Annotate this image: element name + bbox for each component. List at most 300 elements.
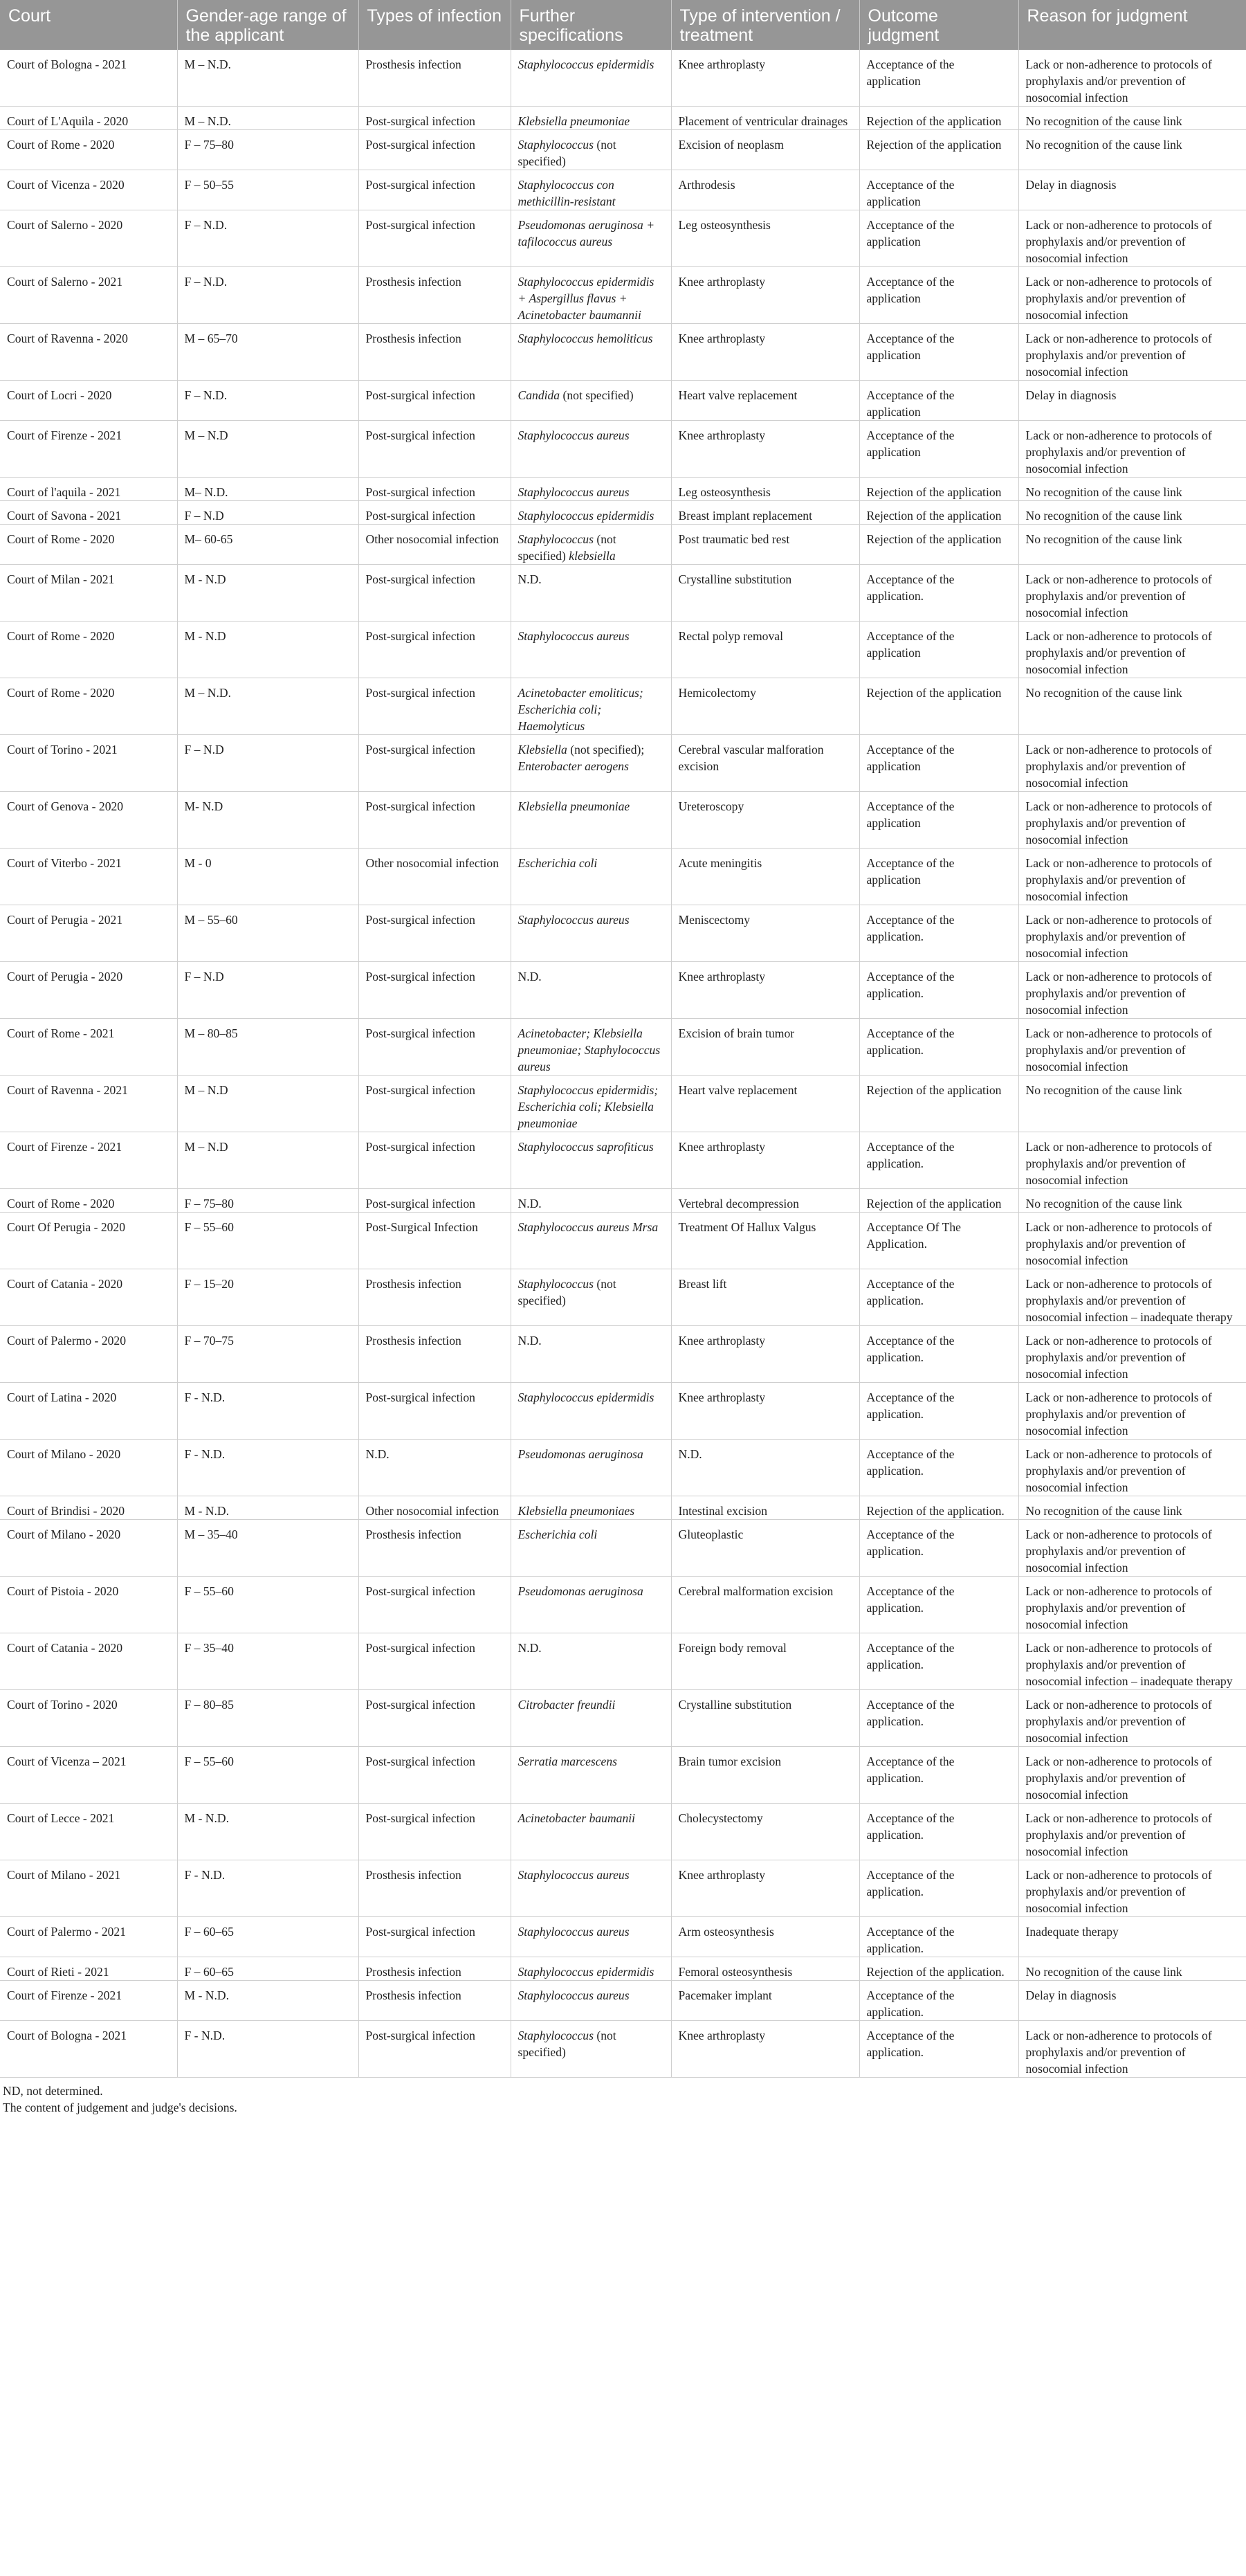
table-row xyxy=(0,1690,1246,1747)
intervention-cell: Heart valve replacement xyxy=(671,381,859,421)
intervention-cell: Leg osteosynthesis xyxy=(671,210,859,267)
court-cell: Court of Rieti - 2021 xyxy=(0,1957,177,1981)
court-cell: Court of Lecce - 2021 xyxy=(0,1804,177,1860)
infection-type-cell: Prosthesis infection xyxy=(358,267,511,324)
infection-type-cell: Post-surgical infection xyxy=(358,170,511,210)
reason-cell: No recognition of the cause link xyxy=(1018,678,1246,735)
specification-cell xyxy=(511,2021,671,2078)
court-cell: Court of Rome - 2020 xyxy=(0,1189,177,1213)
organism-name: Staphylococcus epidermidis + Aspergillus flavus + Acinetobacter baumannii xyxy=(517,275,654,322)
intervention-cell: Acute meningitis xyxy=(671,849,859,905)
gender-age-cell: F - N.D. xyxy=(177,1440,358,1496)
gender-age-cell: F – 15–20 xyxy=(177,1269,358,1326)
table-row xyxy=(0,501,1246,525)
outcome-cell: Acceptance of the application xyxy=(859,381,1018,421)
reason-cell: Lack or non-adherence to protocols of prophylaxis and/or prevention of nosocomial infection xyxy=(1018,1804,1246,1860)
specification-cell xyxy=(511,905,671,962)
outcome-cell: Acceptance of the application xyxy=(859,735,1018,792)
intervention-cell: Breast lift xyxy=(671,1269,859,1326)
reason-cell: No recognition of the cause link xyxy=(1018,525,1246,565)
infection-type-cell: Prosthesis infection xyxy=(358,1326,511,1383)
specification-cell xyxy=(511,381,671,421)
intervention-cell: Knee arthroplasty xyxy=(671,421,859,478)
infection-type-cell: Post-surgical infection xyxy=(358,622,511,678)
court-cell: Court of Ravenna - 2021 xyxy=(0,1076,177,1132)
table-row xyxy=(0,381,1246,421)
court-cell: Court of Catania - 2020 xyxy=(0,1633,177,1690)
table-row xyxy=(0,267,1246,324)
gender-age-cell: F – N.D xyxy=(177,501,358,525)
organism-name: Staphylococcus aureus xyxy=(517,485,630,499)
court-cell: Court Of Perugia - 2020 xyxy=(0,1213,177,1269)
reason-cell: Lack or non-adherence to protocols of prophylaxis and/or prevention of nosocomial infection xyxy=(1018,1440,1246,1496)
reason-cell: Delay in diagnosis xyxy=(1018,170,1246,210)
infection-type-cell: Other nosocomial infection xyxy=(358,1496,511,1520)
table-row xyxy=(0,478,1246,501)
infection-type-cell: Prosthesis infection xyxy=(358,50,511,107)
specification-cell xyxy=(511,1326,671,1383)
organism-name: Escherichia coli xyxy=(517,1527,598,1541)
court-cell: Court of Savona - 2021 xyxy=(0,501,177,525)
table-row xyxy=(0,421,1246,478)
specification-cell xyxy=(511,170,671,210)
gender-age-cell: M– N.D. xyxy=(177,478,358,501)
specification-cell xyxy=(511,622,671,678)
table-row xyxy=(0,1957,1246,1981)
intervention-cell: Knee arthroplasty xyxy=(671,962,859,1019)
reason-cell: Lack or non-adherence to protocols of prophylaxis and/or prevention of nosocomial infection xyxy=(1018,2021,1246,2078)
table-row xyxy=(0,1520,1246,1577)
infection-type-cell: Post-surgical infection xyxy=(358,130,511,170)
reason-cell: No recognition of the cause link xyxy=(1018,478,1246,501)
infection-type-cell: Post-surgical infection xyxy=(358,1132,511,1189)
gender-age-cell: M – N.D xyxy=(177,1076,358,1132)
infection-type-cell: Post-surgical infection xyxy=(358,962,511,1019)
outcome-cell: Acceptance of the application. xyxy=(859,1917,1018,1957)
specification-cell xyxy=(511,1520,671,1577)
organism-name: Staphylococcus xyxy=(517,532,594,546)
gender-age-cell: M– 60-65 xyxy=(177,525,358,565)
reason-cell: Lack or non-adherence to protocols of prophylaxis and/or prevention of nosocomial infection xyxy=(1018,1213,1246,1269)
outcome-cell: Acceptance Of The Application. xyxy=(859,1213,1018,1269)
specification-cell xyxy=(511,421,671,478)
intervention-cell: Knee arthroplasty xyxy=(671,1383,859,1440)
specification-cell xyxy=(511,1981,671,2021)
court-cell: Court of Vicenza - 2020 xyxy=(0,170,177,210)
reason-cell: Delay in diagnosis xyxy=(1018,381,1246,421)
table-row xyxy=(0,1440,1246,1496)
specification-note: (not specified); xyxy=(567,743,645,756)
reason-cell: Delay in diagnosis xyxy=(1018,1981,1246,2021)
court-cell: Court of Salerno - 2020 xyxy=(0,210,177,267)
court-cell: Court of Locri - 2020 xyxy=(0,381,177,421)
intervention-cell: Femoral osteosynthesis xyxy=(671,1957,859,1981)
court-cell: Court of Catania - 2020 xyxy=(0,1269,177,1326)
intervention-cell: Foreign body removal xyxy=(671,1633,859,1690)
table-row xyxy=(0,735,1246,792)
organism-name: Staphylococcus aureus xyxy=(517,629,630,643)
gender-age-cell: M - N.D xyxy=(177,622,358,678)
organism-name: Enterobacter aerogens xyxy=(517,759,629,773)
table-row xyxy=(0,525,1246,565)
specification-cell xyxy=(511,1383,671,1440)
outcome-cell: Rejection of the application xyxy=(859,1189,1018,1213)
specification-cell xyxy=(511,1577,671,1633)
intervention-cell: Crystalline substitution xyxy=(671,1690,859,1747)
court-cell: Court of Ravenna - 2020 xyxy=(0,324,177,381)
reason-cell: Lack or non-adherence to protocols of prophylaxis and/or prevention of nosocomial infection xyxy=(1018,1383,1246,1440)
reason-cell: Lack or non-adherence to protocols of prophylaxis and/or prevention of nosocomial infection xyxy=(1018,324,1246,381)
table-row xyxy=(0,1019,1246,1076)
court-cell: Court of Torino - 2021 xyxy=(0,735,177,792)
header-row xyxy=(0,0,1246,50)
header-infection-type: Types of infection xyxy=(358,0,511,50)
gender-age-cell: F – 55–60 xyxy=(177,1747,358,1804)
table-row xyxy=(0,622,1246,678)
outcome-cell: Rejection of the application xyxy=(859,1076,1018,1132)
organism-name: Staphylococcus aureus Mrsa xyxy=(517,1220,659,1234)
intervention-cell: Treatment Of Hallux Valgus xyxy=(671,1213,859,1269)
reason-cell: Lack or non-adherence to protocols of prophylaxis and/or prevention of nosocomial infection xyxy=(1018,1019,1246,1076)
intervention-cell: Heart valve replacement xyxy=(671,1076,859,1132)
intervention-cell: Knee arthroplasty xyxy=(671,50,859,107)
court-cell: Court of Firenze - 2021 xyxy=(0,1981,177,2021)
court-cell: Court of Vicenza – 2021 xyxy=(0,1747,177,1804)
infection-type-cell: Post-surgical infection xyxy=(358,501,511,525)
specification-note: N.D. xyxy=(517,572,542,586)
gender-age-cell: M – 55–60 xyxy=(177,905,358,962)
specification-cell xyxy=(511,1269,671,1326)
gender-age-cell: M - N.D. xyxy=(177,1981,358,2021)
gender-age-cell: F – N.D xyxy=(177,735,358,792)
outcome-cell: Acceptance of the application xyxy=(859,267,1018,324)
specification-cell xyxy=(511,1132,671,1189)
organism-name: Escherichia coli xyxy=(517,856,598,870)
organism-name: Staphylococcus con methicillin-resistant xyxy=(517,178,616,208)
specification-note: (not specified) xyxy=(560,388,634,402)
infection-type-cell: Post-surgical infection xyxy=(358,1076,511,1132)
gender-age-cell: F – 75–80 xyxy=(177,130,358,170)
intervention-cell: Hemicolectomy xyxy=(671,678,859,735)
infection-type-cell: Prosthesis infection xyxy=(358,1957,511,1981)
specification-cell xyxy=(511,1076,671,1132)
infection-type-cell: Post-surgical infection xyxy=(358,1747,511,1804)
table-row xyxy=(0,792,1246,849)
outcome-cell: Acceptance of the application. xyxy=(859,1269,1018,1326)
intervention-cell: Vertebral decompression xyxy=(671,1189,859,1213)
organism-name: Acinetobacter baumanii xyxy=(517,1811,636,1825)
table-row xyxy=(0,1496,1246,1520)
reason-cell: Lack or non-adherence to protocols of prophylaxis and/or prevention of nosocomial infection xyxy=(1018,1326,1246,1383)
specification-cell xyxy=(511,1019,671,1076)
intervention-cell: Leg osteosynthesis xyxy=(671,478,859,501)
court-cell: Court of Rome - 2020 xyxy=(0,130,177,170)
infection-type-cell: Post-surgical infection xyxy=(358,735,511,792)
court-cell: Court of Torino - 2020 xyxy=(0,1690,177,1747)
specification-cell xyxy=(511,735,671,792)
outcome-cell: Acceptance of the application. xyxy=(859,1690,1018,1747)
specification-cell xyxy=(511,565,671,622)
specification-cell xyxy=(511,267,671,324)
organism-name: Klebsiella pneumoniaes xyxy=(517,1504,635,1518)
specification-note: (not specified) xyxy=(517,138,616,168)
outcome-cell: Acceptance of the application xyxy=(859,210,1018,267)
specification-cell xyxy=(511,792,671,849)
table-row xyxy=(0,1076,1246,1132)
infection-type-cell: Post-surgical infection xyxy=(358,1383,511,1440)
footnote-note: The content of judgement and judge's decisions. xyxy=(3,2101,237,2114)
organism-name: Acinetobacter emoliticus; Escherichia coli; Haemolyticus xyxy=(517,686,643,733)
reason-cell: Lack or non-adherence to protocols of prophylaxis and/or prevention of nosocomial infection xyxy=(1018,962,1246,1019)
infection-type-cell: Post-surgical infection xyxy=(358,1917,511,1957)
gender-age-cell: F – 50–55 xyxy=(177,170,358,210)
reason-cell: Lack or non-adherence to protocols of prophylaxis and/or prevention of nosocomial infection xyxy=(1018,1860,1246,1917)
reason-cell: No recognition of the cause link xyxy=(1018,1076,1246,1132)
gender-age-cell: F – N.D. xyxy=(177,381,358,421)
gender-age-cell: M- N.D xyxy=(177,792,358,849)
intervention-cell: Knee arthroplasty xyxy=(671,267,859,324)
table-row xyxy=(0,565,1246,622)
gender-age-cell: M – 35–40 xyxy=(177,1520,358,1577)
specification-cell xyxy=(511,324,671,381)
outcome-cell: Acceptance of the application. xyxy=(859,1019,1018,1076)
court-cell: Court of Genova - 2020 xyxy=(0,792,177,849)
intervention-cell: Ureteroscopy xyxy=(671,792,859,849)
court-cell: Court of Milano - 2020 xyxy=(0,1440,177,1496)
gender-age-cell: F – 75–80 xyxy=(177,1189,358,1213)
intervention-cell: Cerebral malformation excision xyxy=(671,1577,859,1633)
outcome-cell: Acceptance of the application. xyxy=(859,1633,1018,1690)
reason-cell: Lack or non-adherence to protocols of prophylaxis and/or prevention of nosocomial infection xyxy=(1018,1690,1246,1747)
specification-cell xyxy=(511,1747,671,1804)
header-intervention: Type of intervention / treatment xyxy=(671,0,859,50)
gender-age-cell: M – N.D. xyxy=(177,50,358,107)
outcome-cell: Rejection of the application xyxy=(859,678,1018,735)
infection-type-cell: N.D. xyxy=(358,1440,511,1496)
reason-cell: Lack or non-adherence to protocols of prophylaxis and/or prevention of nosocomial infection xyxy=(1018,210,1246,267)
infection-type-cell: Post-surgical infection xyxy=(358,107,511,130)
outcome-cell: Acceptance of the application xyxy=(859,849,1018,905)
organism-name: Staphylococcus saprofiticus xyxy=(517,1140,654,1154)
gender-age-cell: M – 65–70 xyxy=(177,324,358,381)
intervention-cell: Knee arthroplasty xyxy=(671,324,859,381)
reason-cell: Lack or non-adherence to protocols of prophylaxis and/or prevention of nosocomial infection xyxy=(1018,1132,1246,1189)
reason-cell: Inadequate therapy xyxy=(1018,1917,1246,1957)
reason-cell: Lack or non-adherence to protocols of prophylaxis and/or prevention of nosocomial infection xyxy=(1018,421,1246,478)
infection-type-cell: Post-surgical infection xyxy=(358,905,511,962)
intervention-cell: Pacemaker implant xyxy=(671,1981,859,2021)
specification-note: N.D. xyxy=(517,970,542,983)
table-row xyxy=(0,2021,1246,2078)
intervention-cell: Gluteoplastic xyxy=(671,1520,859,1577)
infection-type-cell: Post-surgical infection xyxy=(358,1804,511,1860)
outcome-cell: Acceptance of the application. xyxy=(859,1440,1018,1496)
outcome-cell: Acceptance of the application. xyxy=(859,905,1018,962)
court-cell: Court of Brindisi - 2020 xyxy=(0,1496,177,1520)
specification-note: N.D. xyxy=(517,1334,542,1348)
specification-cell xyxy=(511,107,671,130)
reason-cell: No recognition of the cause link xyxy=(1018,130,1246,170)
intervention-cell: Excision of brain tumor xyxy=(671,1019,859,1076)
gender-age-cell: F – 55–60 xyxy=(177,1577,358,1633)
court-cell: Court of Viterbo - 2021 xyxy=(0,849,177,905)
header-reason: Reason for judgment xyxy=(1027,6,1188,26)
reason-cell: Lack or non-adherence to protocols of prophylaxis and/or prevention of nosocomial infection xyxy=(1018,905,1246,962)
court-cell: Court of Milano - 2021 xyxy=(0,1860,177,1917)
reason-cell: No recognition of the cause link xyxy=(1018,1957,1246,1981)
table-header xyxy=(0,0,1246,50)
infection-type-cell: Post-surgical infection xyxy=(358,1633,511,1690)
footnote-abbreviation: ND, not determined. xyxy=(3,2084,103,2098)
intervention-cell: Placement of ventricular drainages xyxy=(671,107,859,130)
specification-note: N.D. xyxy=(517,1197,542,1210)
outcome-cell: Acceptance of the application xyxy=(859,792,1018,849)
court-cell: Court of Bologna - 2021 xyxy=(0,2021,177,2078)
infection-type-cell: Post-surgical infection xyxy=(358,478,511,501)
outcome-cell: Acceptance of the application. xyxy=(859,1520,1018,1577)
table-row xyxy=(0,1383,1246,1440)
table-row xyxy=(0,130,1246,170)
table-footnotes xyxy=(0,2078,1246,2116)
court-cell: Court of Latina - 2020 xyxy=(0,1383,177,1440)
specification-cell xyxy=(511,130,671,170)
infection-type-cell: Prosthesis infection xyxy=(358,1981,511,2021)
infection-type-cell: Post-surgical infection xyxy=(358,381,511,421)
reason-cell: Lack or non-adherence to protocols of prophylaxis and/or prevention of nosocomial infection xyxy=(1018,50,1246,107)
specification-cell xyxy=(511,525,671,565)
outcome-cell: Acceptance of the application. xyxy=(859,1804,1018,1860)
organism-name: Klebsiella pneumoniae xyxy=(517,799,630,813)
infection-type-cell: Post-surgical infection xyxy=(358,1019,511,1076)
court-cell: Court of Milan - 2021 xyxy=(0,565,177,622)
specification-cell xyxy=(511,1860,671,1917)
specification-note: (not specified) xyxy=(517,532,616,563)
specification-cell xyxy=(511,1804,671,1860)
outcome-cell: Acceptance of the application. xyxy=(859,2021,1018,2078)
organism-name: Staphylococcus xyxy=(517,2029,594,2042)
reason-cell: No recognition of the cause link xyxy=(1018,107,1246,130)
outcome-cell: Rejection of the application xyxy=(859,525,1018,565)
intervention-cell: N.D. xyxy=(671,1440,859,1496)
table-row xyxy=(0,1747,1246,1804)
intervention-cell: Knee arthroplasty xyxy=(671,1326,859,1383)
specification-cell xyxy=(511,1440,671,1496)
reason-cell: Lack or non-adherence to protocols of prophylaxis and/or prevention of nosocomial infection xyxy=(1018,622,1246,678)
gender-age-cell: F – N.D. xyxy=(177,210,358,267)
organism-name: Pseudomonas aeruginosa xyxy=(517,1447,643,1461)
outcome-cell: Acceptance of the application. xyxy=(859,1860,1018,1917)
table-body xyxy=(0,50,1246,2078)
gender-age-cell: F - N.D. xyxy=(177,2021,358,2078)
infection-type-cell: Other nosocomial infection xyxy=(358,525,511,565)
outcome-cell: Acceptance of the application. xyxy=(859,1132,1018,1189)
outcome-cell: Rejection of the application. xyxy=(859,1957,1018,1981)
court-cell: Court of Pistoia - 2020 xyxy=(0,1577,177,1633)
specification-cell xyxy=(511,1957,671,1981)
organism-name: Staphylococcus epidermidis; Escherichia coli; Klebsiella pneumoniae xyxy=(517,1083,659,1130)
intervention-cell: Arm osteosynthesis xyxy=(671,1917,859,1957)
table-row xyxy=(0,170,1246,210)
outcome-cell: Acceptance of the application. xyxy=(859,962,1018,1019)
specification-cell xyxy=(511,210,671,267)
infection-type-cell: Post-surgical infection xyxy=(358,1189,511,1213)
intervention-cell: Rectal polyp removal xyxy=(671,622,859,678)
intervention-cell: Intestinal excision xyxy=(671,1496,859,1520)
gender-age-cell: F – 60–65 xyxy=(177,1917,358,1957)
organism-name: Staphylococcus epidermidis xyxy=(517,509,654,523)
infection-type-cell: Post-surgical infection xyxy=(358,678,511,735)
reason-cell: Lack or non-adherence to protocols of prophylaxis and/or prevention of nosocomial infection xyxy=(1018,792,1246,849)
intervention-cell: Cholecystectomy xyxy=(671,1804,859,1860)
infection-type-cell: Post-surgical infection xyxy=(358,421,511,478)
gender-age-cell: M – N.D xyxy=(177,421,358,478)
specification-cell xyxy=(511,1496,671,1520)
intervention-cell: Brain tumor excision xyxy=(671,1747,859,1804)
specification-cell xyxy=(511,1917,671,1957)
reason-cell: Lack or non-adherence to protocols of prophylaxis and/or prevention of nosocomial infection xyxy=(1018,735,1246,792)
gender-age-cell: F – 55–60 xyxy=(177,1213,358,1269)
infection-type-cell: Post-surgical infection xyxy=(358,565,511,622)
court-cell: Court of Salerno - 2021 xyxy=(0,267,177,324)
infection-type-cell: Post-surgical infection xyxy=(358,2021,511,2078)
specification-cell xyxy=(511,849,671,905)
gender-age-cell: F - N.D. xyxy=(177,1383,358,1440)
gender-age-cell: M - N.D xyxy=(177,565,358,622)
specification-cell xyxy=(511,478,671,501)
table-row xyxy=(0,1577,1246,1633)
court-cell: Court of Firenze - 2021 xyxy=(0,1132,177,1189)
table-row xyxy=(0,678,1246,735)
specification-cell xyxy=(511,50,671,107)
court-cell: Court of Perugia - 2021 xyxy=(0,905,177,962)
reason-cell: No recognition of the cause link xyxy=(1018,1496,1246,1520)
organism-name: Staphylococcus epidermidis xyxy=(517,1965,654,1979)
court-cell: Court of Palermo - 2020 xyxy=(0,1326,177,1383)
infection-type-cell: Prosthesis infection xyxy=(358,1520,511,1577)
intervention-cell: Cerebral vascular malforation excision xyxy=(671,735,859,792)
table-row xyxy=(0,1269,1246,1326)
outcome-cell: Acceptance of the application xyxy=(859,170,1018,210)
outcome-cell: Acceptance of the application. xyxy=(859,1383,1018,1440)
outcome-cell: Acceptance of the application xyxy=(859,421,1018,478)
table-row xyxy=(0,1804,1246,1860)
table-row xyxy=(0,962,1246,1019)
table-row xyxy=(0,849,1246,905)
gender-age-cell: M – N.D xyxy=(177,1132,358,1189)
intervention-cell: Knee arthroplasty xyxy=(671,1132,859,1189)
table-row xyxy=(0,1326,1246,1383)
outcome-cell: Acceptance of the application xyxy=(859,324,1018,381)
gender-age-cell: F – N.D. xyxy=(177,267,358,324)
gender-age-cell: F – 80–85 xyxy=(177,1690,358,1747)
specification-note: (not specified) xyxy=(517,2029,616,2059)
organism-name: Klebsiella pneumoniae xyxy=(517,114,630,128)
intervention-cell: Breast implant replacement xyxy=(671,501,859,525)
outcome-cell: Rejection of the application. xyxy=(859,1496,1018,1520)
infection-type-cell: Post-surgical infection xyxy=(358,1690,511,1747)
table-row xyxy=(0,1981,1246,2021)
court-cell: Court of Perugia - 2020 xyxy=(0,962,177,1019)
specification-cell xyxy=(511,1213,671,1269)
intervention-cell: Knee arthroplasty xyxy=(671,2021,859,2078)
outcome-cell: Rejection of the application xyxy=(859,107,1018,130)
court-cell: Court of Rome - 2021 xyxy=(0,1019,177,1076)
court-cell: Court of Rome - 2020 xyxy=(0,622,177,678)
outcome-cell: Acceptance of the application. xyxy=(859,1326,1018,1383)
intervention-cell: Excision of neoplasm xyxy=(671,130,859,170)
table-row xyxy=(0,1132,1246,1189)
infection-type-cell: Prosthesis infection xyxy=(358,1860,511,1917)
